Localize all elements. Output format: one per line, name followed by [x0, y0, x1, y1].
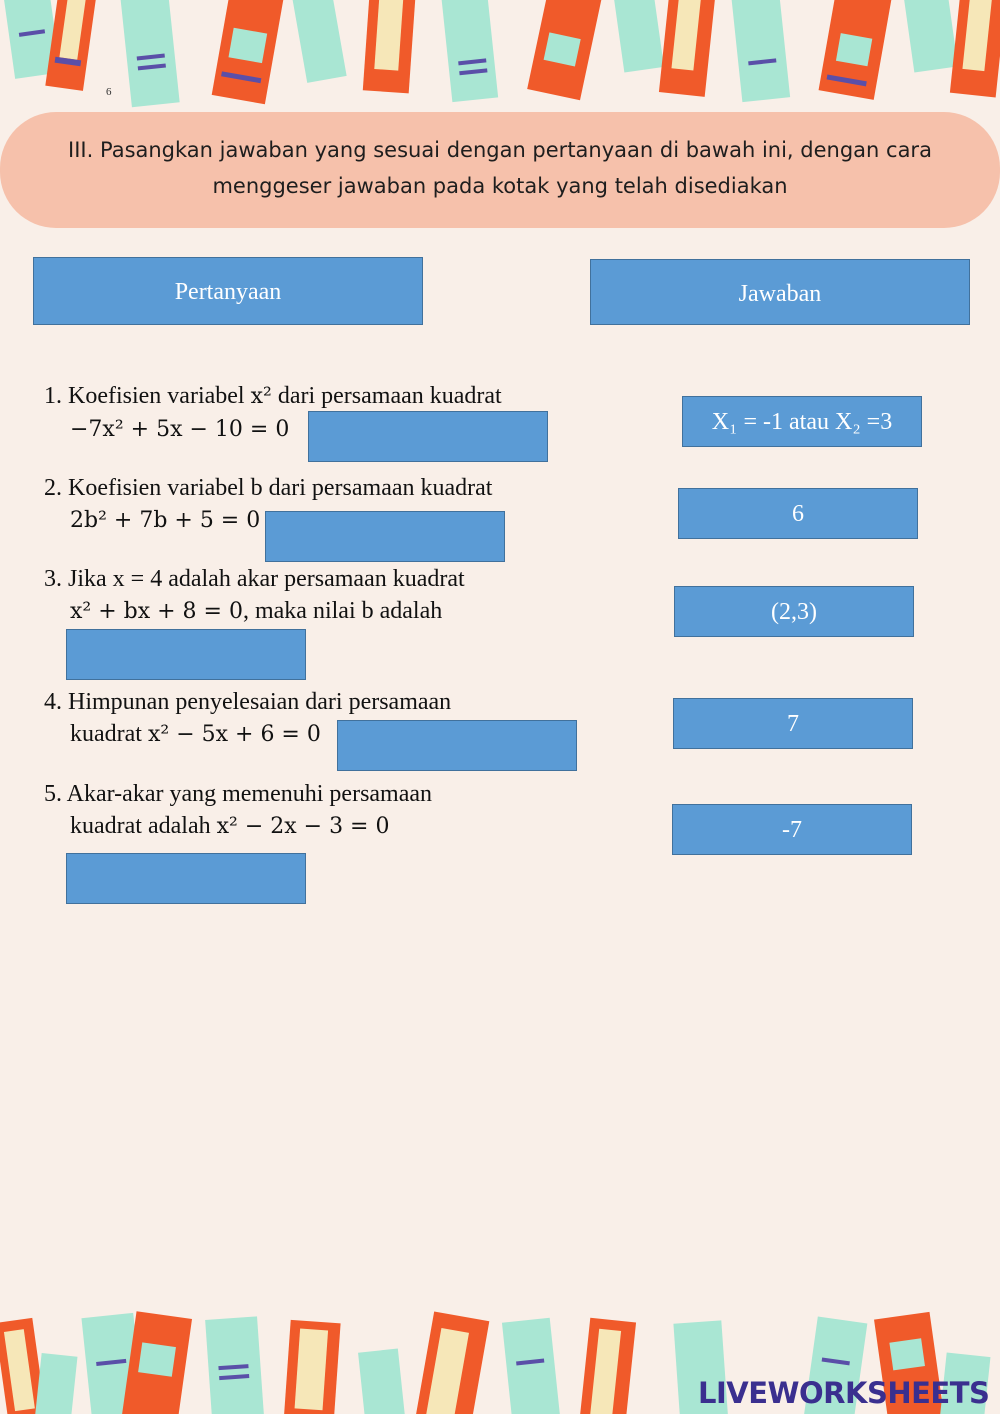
answer-tile-5[interactable]: -7: [672, 804, 912, 855]
question-1: 1. Koefisien variabel x² dari persamaan kuadrat −7x² + 5x − 10 = 0: [44, 383, 502, 442]
question-3-equation: x² + bx + 8 = 0: [70, 599, 243, 624]
answer-tile-3[interactable]: (2,3): [674, 586, 914, 637]
question-3: 3. Jika x = 4 adalah akar persamaan kuadrat x² + bx + 8 = 0, maka nilai b adalah: [44, 566, 465, 624]
drop-slot-3[interactable]: [66, 629, 306, 680]
question-4-equation: x² − 5x + 6 = 0: [147, 722, 321, 747]
question-1-variable: x²: [250, 384, 272, 409]
answer-tile-4[interactable]: 7: [673, 698, 913, 749]
question-4: 4. Himpunan penyelesaian dari persamaan kuadrat x² − 5x + 6 = 0: [44, 689, 452, 747]
instruction-line-1: III. Pasangkan jawaban yang sesuai dengan pertanyaan di bawah ini, dengan cara: [68, 138, 932, 162]
question-5: 5. Akar-akar yang memenuhi persamaan kuadrat adalah x² − 2x − 3 = 0: [44, 781, 433, 839]
instruction-banner: [0, 112, 1000, 228]
drop-slot-1[interactable]: [308, 411, 548, 462]
instruction-line-2: menggeser jawaban pada kotak yang telah disediakan: [212, 174, 788, 198]
books-illustration-top: [0, 0, 1000, 110]
answer-tile-1[interactable]: X₁ = -1 atau X₂ =3: [682, 396, 922, 447]
question-2-equation: 2b² + 7b + 5 = 0: [70, 508, 261, 533]
answer-tile-2[interactable]: 6: [678, 488, 918, 539]
drop-slot-4[interactable]: [337, 720, 577, 771]
top-books-decoration: [0, 0, 1000, 110]
question-2: 2. Koefisien variabel b dari persamaan kuadrat 2b² + 7b + 5 = 0: [44, 475, 493, 533]
drop-slot-2[interactable]: [265, 511, 505, 562]
answers-header: Jawaban: [590, 259, 970, 325]
liveworksheets-logo: LIVEWORKSHEETS: [698, 1376, 990, 1410]
drop-slot-5[interactable]: [66, 853, 306, 904]
question-1-equation: −7x² + 5x − 10 = 0: [70, 417, 290, 442]
question-5-equation: x² − 2x − 3 = 0: [216, 814, 390, 839]
page-number: 6: [106, 86, 112, 98]
questions-header: Pertanyaan: [33, 257, 423, 325]
